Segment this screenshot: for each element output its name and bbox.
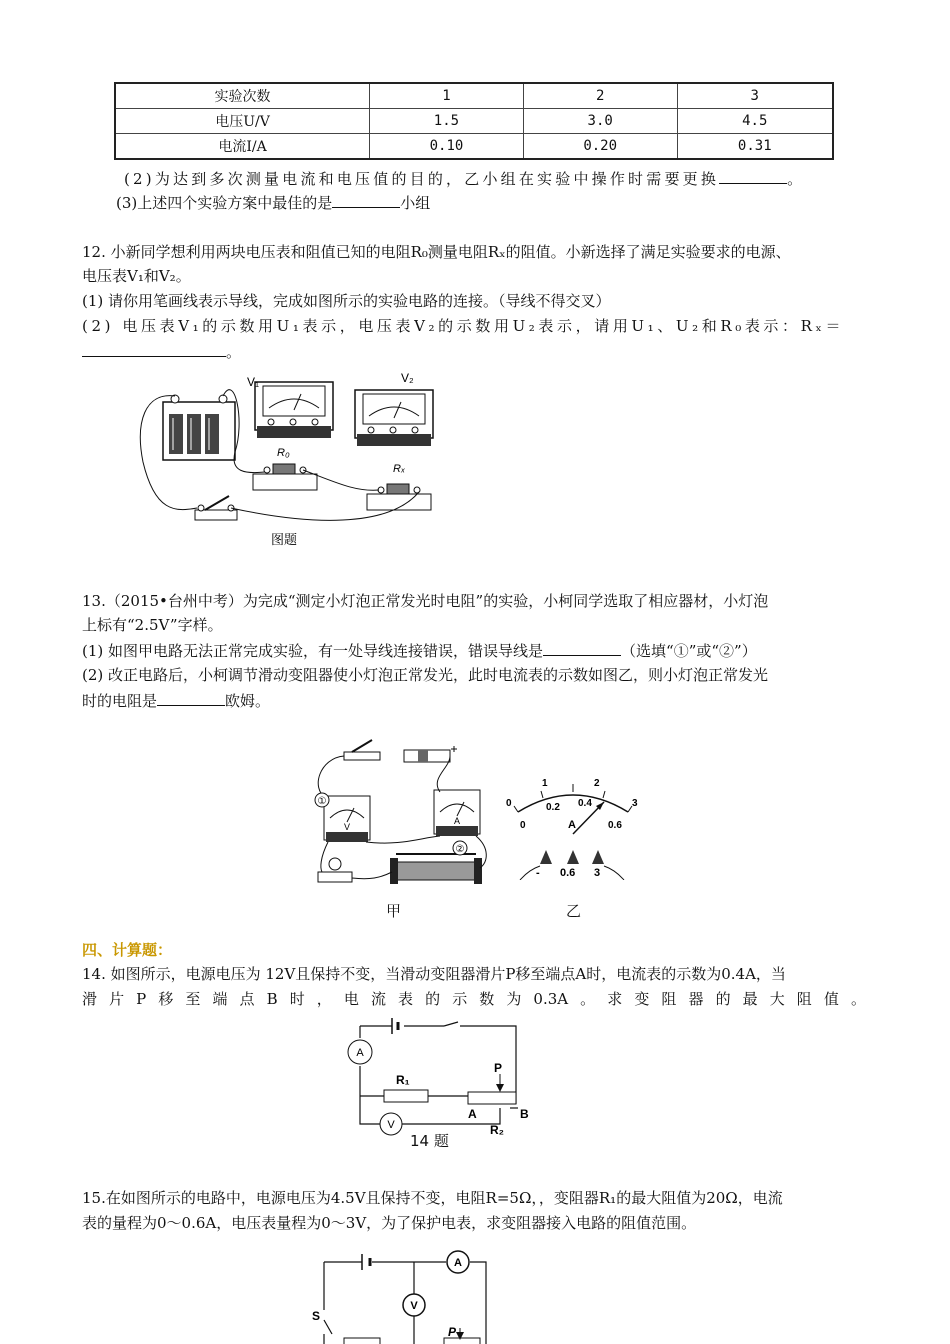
p-label: P: [448, 1325, 457, 1339]
q12-circuit-figure: [135, 362, 445, 552]
q14-line2-word: 流: [370, 990, 386, 1008]
q13-line4: (2) 改正电路后，小柯调节滑动变阻器使小灯泡正常发光，此时电流表的示数如图乙，则小灯泡正常发光: [82, 666, 769, 684]
scale-bottom-0: 0: [520, 820, 526, 831]
q11-part2-end: 。: [787, 170, 806, 188]
table-cell: 2: [523, 83, 677, 109]
table-cell: 0.31: [677, 134, 833, 160]
q12-fig-caption: 图题: [271, 532, 298, 547]
table-cell: 4.5: [677, 109, 833, 134]
q14-line2-word: 最: [742, 990, 758, 1008]
q12-line4: (2) 电压表V₁的示数用U₁表示，电压表V₂的示数用U₂表示，请用U₁、U₂和R₀表示：Rₓ＝: [82, 317, 845, 335]
table-row: [115, 109, 833, 134]
table-cell: 3.0: [523, 109, 677, 134]
table-cell: 1: [370, 83, 524, 109]
q14-line2-word: B: [266, 990, 278, 1008]
meter-a-label: A: [568, 819, 576, 831]
r1-label: R₁: [396, 1073, 410, 1087]
v2-label: V₂: [401, 371, 414, 385]
q14-fig-caption: 14 题: [410, 1132, 449, 1150]
q11-part3-pre: (3)上述四个实验方案中最佳的是: [116, 194, 333, 212]
q15-line2: 表的量程为0～0.6A，电压表量程为0～3V，为了保护电表，求变阻器接入电路的阻值范围。: [82, 1214, 697, 1232]
q13-circuit-jia-figure: [300, 738, 500, 898]
q12-line3: (1) 请你用笔画线表示导线，完成如图所示的实验电路的连接。（导线不得交叉）: [82, 292, 611, 310]
r2-label: R₂: [490, 1123, 504, 1137]
q13-line5-post: 欧姆。: [225, 692, 271, 710]
q11-part2-text: (2)为达到多次测量电流和电压值的目的，乙小组在实验中操作时需要更换: [124, 170, 720, 188]
v-label: V: [387, 1119, 395, 1131]
q14-line2-word: 数: [479, 990, 495, 1008]
a-label: A: [454, 816, 461, 826]
q14-line2-word: 。: [850, 990, 866, 1008]
q14-line2: [82, 989, 866, 1009]
scale-top-2: 2: [594, 778, 600, 789]
rx-label: Rₓ: [393, 463, 406, 475]
scale-top-3: 3: [632, 798, 638, 809]
section-title: 四、计算题：: [82, 941, 173, 959]
answer-blank[interactable]: [543, 640, 621, 656]
q13-line3-pre: (1) 如图甲电路无法正常完成实验，有一处导线连接错误，错误导线是: [82, 642, 544, 660]
scale-bottom-2: 0.4: [578, 798, 592, 809]
q13-line1: 13.（2015•台州中考）为完成“测定小灯泡正常发光时电阻”的实验，小柯同学选取了相应器材，小灯泡: [82, 592, 769, 610]
q14-line2-word: 阻: [661, 990, 677, 1008]
q14-line2-word: 值: [823, 990, 839, 1008]
q12-line1: 12. 小新同学想利用两块电压表和阻值已知的电阻R₀测量电阻Rₓ的阻值。小新选择了满足实验要求的电源、: [82, 243, 791, 261]
q15-line1: 15.在如图所示的电路中，电源电压为4.5V且保持不变，电阻R=5Ω，，变阻器R₁的最大阻值为20Ω，电流: [82, 1189, 783, 1207]
q14-line2-word: 片: [109, 990, 125, 1008]
battery-icon: [392, 1018, 398, 1034]
q14-line2-word: 变: [634, 990, 650, 1008]
q13-line3-post: （选填“①”或“②”）: [621, 642, 757, 660]
end-a-label: A: [468, 1107, 477, 1121]
q11-part3-post: 小组: [400, 194, 431, 212]
resistor-r0-icon: [253, 464, 317, 490]
rheostat-icon: [390, 854, 482, 884]
q12-line2: 电压表V₁和V₂。: [82, 267, 191, 285]
answer-blank[interactable]: [82, 341, 226, 357]
q14-line2-word: 大: [769, 990, 785, 1008]
q14-line2-word: 。: [580, 990, 596, 1008]
q14-line2-word: P: [136, 990, 147, 1008]
table-cell: 3: [677, 83, 833, 109]
table-row: [115, 134, 833, 160]
v1-label: V₁: [247, 375, 260, 389]
terminal-icon: [540, 850, 604, 864]
answer-blank[interactable]: [157, 690, 225, 706]
q14-line2-word: 电: [343, 990, 359, 1008]
table-cell: 电流I/A: [115, 134, 370, 160]
v-label: V: [410, 1300, 418, 1312]
voltmeter-v2-icon: [355, 390, 433, 446]
table-cell: 0.10: [370, 134, 524, 160]
switch-icon: [344, 740, 380, 760]
scale-top-0: 0: [506, 798, 512, 809]
lamp-icon: [318, 858, 352, 882]
table-cell: 1.5: [370, 109, 524, 134]
voltmeter-v1-icon: [255, 382, 333, 438]
terminal-0-6: 0.6: [560, 867, 576, 879]
q11-part2: [124, 168, 805, 189]
q11-part3: [116, 192, 430, 213]
q14-line2-word: 端: [212, 990, 228, 1008]
q13-line3: [82, 640, 757, 661]
answer-blank[interactable]: [719, 168, 787, 184]
ammeter-icon: [434, 790, 480, 836]
scale-bottom-3: 0.6: [608, 820, 622, 831]
battery-icon: [163, 395, 235, 460]
q13-line5-pre: 时的电阻是: [82, 692, 158, 710]
q14-line2-word: 0.3A: [533, 990, 569, 1008]
q14-line2-word: 阻: [796, 990, 812, 1008]
q14-line2-word: 求: [607, 990, 623, 1008]
q13-line5: [82, 690, 270, 711]
resistor-r1-icon: [384, 1090, 428, 1102]
table-cell: 0.20: [523, 134, 677, 160]
q14-line2-word: 的: [715, 990, 731, 1008]
q14-line2-word: 时: [289, 990, 305, 1008]
mark-2: ②: [455, 844, 465, 855]
q14-line2-word: 至: [185, 990, 201, 1008]
q14-line2-word: 点: [239, 990, 255, 1008]
q14-line2-word: 滑: [82, 990, 98, 1008]
q14-line2-word: 为: [506, 990, 522, 1008]
answer-blank[interactable]: [332, 192, 400, 208]
q14-line1: 14. 如图所示，电源电压为 12V且保持不变，当滑动变阻器滑片P移至端点A时，电流表的示数为0.4A，当: [82, 965, 786, 983]
end-b-label: B: [520, 1107, 529, 1121]
scale-bottom-1: 0.2: [546, 802, 560, 813]
q14-line2-word: 的: [425, 990, 441, 1008]
voltmeter-icon: [324, 796, 370, 842]
scale-top-1: 1: [542, 778, 548, 789]
q14-line2-word: 示: [452, 990, 468, 1008]
terminal-3: 3: [594, 867, 601, 879]
caption-yi: 乙: [566, 902, 582, 920]
s-label: S: [312, 1309, 321, 1323]
p-label: P: [494, 1061, 503, 1075]
resistor-r-icon: [344, 1338, 380, 1344]
battery-icon: [362, 1254, 370, 1270]
switch-icon: [195, 496, 237, 520]
table-cell: 实验次数: [115, 83, 370, 109]
terminal-minus: -: [536, 867, 540, 879]
q13-line2: 上标有“2.5V”字样。: [82, 616, 223, 634]
a-label: A: [356, 1047, 364, 1059]
q14-line2-word: 表: [398, 990, 414, 1008]
data-table: [114, 82, 834, 160]
r0-label: R₀: [277, 447, 290, 459]
q13-ammeter-yi-figure: [498, 770, 648, 880]
q14-line2-word: 器: [688, 990, 704, 1008]
mark-1: ①: [317, 796, 327, 807]
a-label: A: [454, 1257, 462, 1269]
caption-jia: 甲: [386, 902, 402, 920]
q15-circuit-figure: [300, 1248, 510, 1344]
table-row: [115, 83, 833, 109]
q12-line5: [82, 341, 241, 362]
resistor-rx-icon: [367, 484, 431, 510]
v-label: V: [344, 822, 351, 832]
q14-line2-word: ，: [316, 990, 332, 1008]
q14-line2-word: 移: [158, 990, 174, 1008]
rheostat-r2-icon: [468, 1092, 516, 1104]
q12-line5-end: 。: [226, 343, 242, 361]
table-cell: 电压U/V: [115, 109, 370, 134]
